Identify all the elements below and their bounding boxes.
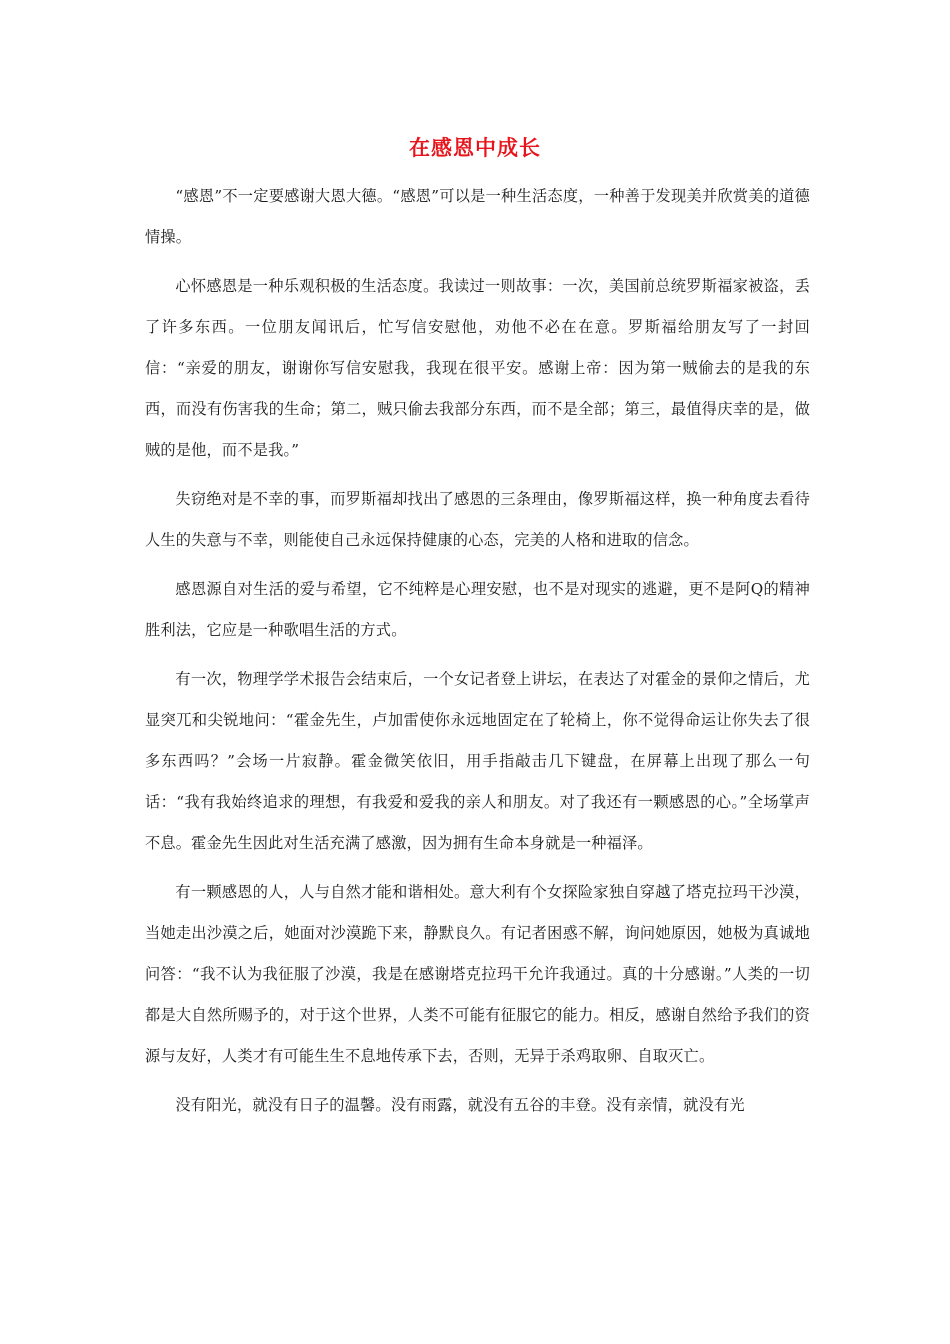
paragraph: 感恩源自对生活的爱与希望，它不纯粹是心理安慰，也不是对现实的逃避，更不是阿Q的精神胜利法，它应是一种歌唱生活的方式。 [145, 580, 810, 639]
document-title: 在感恩中成长 [409, 136, 541, 160]
paragraph: 没有阳光，就没有日子的温馨。没有雨露，就没有五谷的丰登。没有亲情，就没有光 [175, 1096, 745, 1114]
paragraph: 失窃绝对是不幸的事，而罗斯福却找出了感恩的三条理由，像罗斯福这样，换一种角度去看待人生的失意与不幸，则能使自己永远保持健康的心态，完美的人格和进取的信念。 [145, 490, 810, 549]
paragraph: 心怀感恩是一种乐观积极的生活态度。我读过一则故事：一次，美国前总统罗斯福家被盗，丢了许多东西。一位朋友闻讯后，忙写信安慰他，劝他不必在在意。罗斯福给朋友写了一封回信：“亲爱的朋友，谢谢你写信安慰我，我现在很平安。感谢上帝：因为第一贼偷去的是我的东西，而没有伤害我的生命；第二，贼只偷去我部分东西，而不是全部；第三，最值得庆幸的是，做贼的是他，而不是我。” [145, 277, 810, 459]
document-body [145, 176, 810, 1134]
paragraph: 有一颗感恩的人，人与自然才能和谐相处。意大利有个女探险家独自穿越了塔克拉玛干沙漠，当她走出沙漠之后，她面对沙漠跪下来，静默良久。有记者困惑不解，询问她原因，她极为真诚地问答：“我不认为我征服了沙漠，我是在感谢塔克拉玛干允许我通过。真的十分感谢。”人类的一切都是大自然所赐予的，对于这个世界，人类不可能有征服它的能力。相反，感谢自然给予我们的资源与友好，人类才有可能生生不息地传承下去，否则，无异于杀鸡取卵、自取灭亡。 [145, 883, 810, 1065]
paragraph: “感恩”不一定要感谢大恩大德。“感恩”可以是一种生活态度，一种善于发现美并欣赏美的道德情操。 [145, 187, 810, 246]
paragraph: 有一次，物理学学术报告会结束后，一个女记者登上讲坛，在表达了对霍金的景仰之情后，尤显突兀和尖锐地问：“霍金先生，卢加雷使你永远地固定在了轮椅上，你不觉得命运让你失去了很多东西吗？”会场一片寂静。霍金微笑依旧，用手指敲击几下键盘，在屏幕上出现了那么一句话：“我有我始终追求的理想，有我爱和爱我的亲人和朋友。对了我还有一颗感恩的心。”全场掌声不息。霍金先生因此对生活充满了感激，因为拥有生命本身就是一种福泽。 [145, 670, 810, 852]
